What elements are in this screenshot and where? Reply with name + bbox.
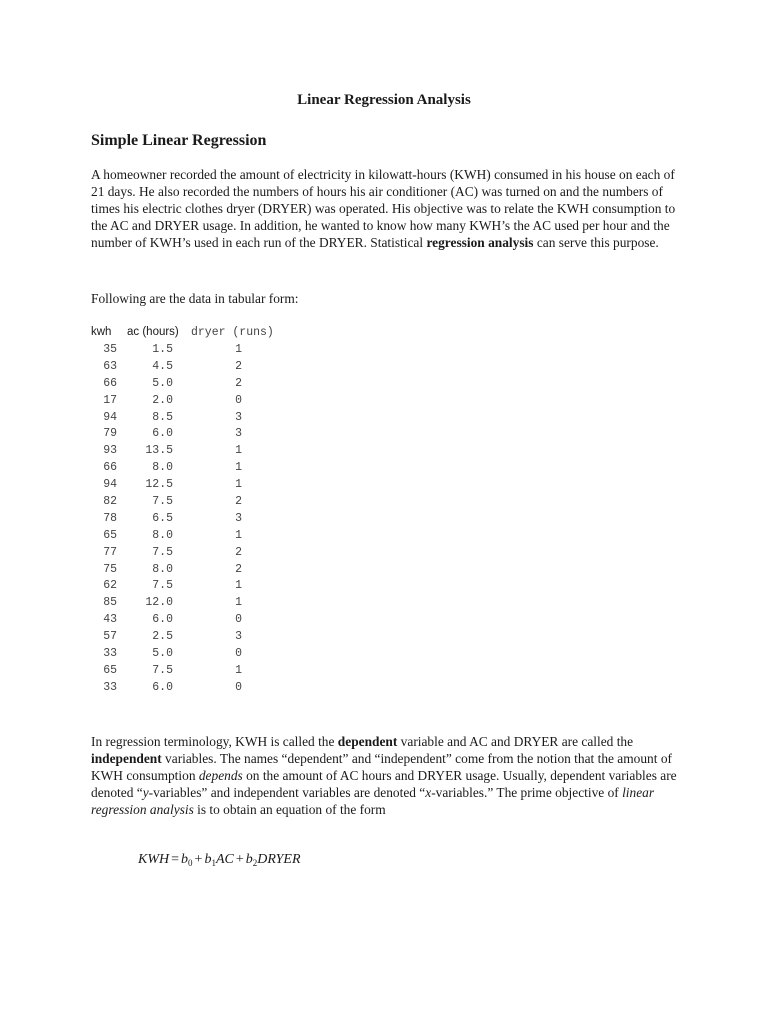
eq-equals: =: [171, 852, 180, 867]
cell-kwh: 33: [103, 647, 117, 661]
term-italic-y: y: [142, 785, 149, 801]
cell-dryer: 1: [235, 478, 242, 492]
eq-b2: b: [245, 852, 253, 867]
cell-ac: 6.5: [152, 511, 173, 525]
eq-b1: b: [204, 852, 212, 867]
term-italic-linear-regression-analysis: linear regression analysis: [91, 785, 655, 818]
cell-kwh: 35: [103, 343, 117, 356]
eq-sub-1: 1: [211, 858, 216, 868]
cell-kwh: 17: [103, 393, 117, 407]
cell-dryer: 1: [235, 596, 242, 610]
cell-dryer: 2: [235, 562, 242, 576]
cell-ac: 2.5: [152, 630, 173, 644]
cell-kwh: 66: [103, 461, 117, 475]
cell-ac: 7.5: [152, 663, 173, 677]
cell-dryer: 0: [235, 680, 242, 694]
cell-dryer: 0: [235, 613, 242, 627]
eq-plus-2: +: [235, 852, 244, 867]
cell-ac: 6.0: [152, 427, 173, 441]
regression-equation: [138, 852, 301, 868]
term-text-5: -variables” and independent variables are denoted “: [148, 785, 426, 801]
intro-text-1: A homeowner recorded the amount of electricity in kilowatt-hours (KWH) consumed in his house on each of 21 days. He also recorded the numbers of hours his air conditioner (AC) was turned on and the numbers of times his electric clothes dryer (DRYER) was operated. His objective was to relate the KWH consumption to the AC and DRYER usage. In addition, he wanted to know how many KWH’s the AC used per hour and the number of KWH’s used in each run of the DRYER. Statistical: [91, 167, 676, 251]
eq-ac: AC: [215, 852, 234, 867]
cell-dryer: 1: [235, 343, 242, 356]
eq-plus-1: +: [194, 852, 203, 867]
cell-dryer: 0: [235, 393, 242, 407]
cell-kwh: 63: [103, 359, 117, 373]
cell-ac: 8.0: [152, 562, 173, 576]
cell-dryer: 2: [235, 376, 242, 390]
cell-dryer: 3: [235, 410, 242, 424]
table-header: [91, 326, 274, 341]
cell-kwh: 79: [103, 427, 117, 441]
cell-ac: 4.5: [152, 359, 173, 373]
cell-dryer: 2: [235, 495, 242, 509]
cell-ac: 7.5: [152, 495, 173, 509]
terminology-paragraph: [91, 733, 691, 818]
cell-ac: 1.5: [152, 343, 173, 356]
intro-bold-regression-analysis: regression analysis: [426, 235, 534, 251]
eq-sub-0: 0: [188, 858, 193, 868]
cell-kwh: 57: [103, 630, 117, 644]
term-text-4: on the amount of AC hours and DRYER usage. Usually, dependent variables are denoted “: [91, 768, 677, 801]
term-text-7: is to obtain an equation of the form: [193, 802, 386, 818]
term-text-6: -variables.” The prime objective of: [431, 785, 623, 801]
cell-kwh: 85: [103, 596, 117, 610]
cell-kwh: 75: [103, 562, 117, 576]
intro-paragraph: [91, 166, 691, 251]
cell-ac: 7.5: [152, 579, 173, 593]
cell-ac: 5.0: [152, 647, 173, 661]
cell-ac: 2.0: [152, 393, 173, 407]
cell-dryer: 1: [235, 461, 242, 475]
cell-kwh: 94: [103, 410, 117, 424]
term-bold-dependent: dependent: [337, 734, 398, 749]
header-dryer: dryer (runs): [191, 326, 274, 339]
cell-kwh: 65: [103, 663, 117, 677]
eq-dryer: DRYER: [257, 852, 301, 867]
cell-ac: 12.5: [145, 478, 173, 492]
cell-dryer: 1: [235, 579, 242, 593]
table-intro: Following are the data in tabular form:: [91, 291, 299, 306]
term-text-1: In regression terminology, KWH is called the: [91, 734, 338, 749]
cell-kwh: 65: [103, 528, 117, 542]
intro-text-2: can serve this purpose.: [533, 235, 659, 251]
cell-dryer: 2: [235, 359, 242, 373]
term-bold-independent: independent: [91, 751, 162, 767]
cell-dryer: 1: [235, 528, 242, 542]
cell-ac: 8.5: [152, 410, 173, 424]
cell-kwh: 62: [103, 579, 117, 593]
cell-dryer: 1: [235, 444, 242, 458]
cell-ac: 5.0: [152, 376, 173, 390]
cell-dryer: 2: [235, 545, 242, 559]
cell-dryer: 3: [235, 427, 242, 441]
header-kwh: kwh: [91, 326, 112, 338]
cell-ac: 13.5: [145, 444, 173, 458]
eq-lhs: KWH: [138, 852, 170, 867]
cell-kwh: 33: [103, 680, 117, 694]
section-heading: Simple Linear Regression: [91, 132, 267, 149]
term-text-2: variable and AC and DRYER are called the: [397, 734, 634, 749]
cell-dryer: 3: [235, 630, 242, 644]
term-italic-depends: depends: [198, 768, 243, 784]
cell-ac: 6.0: [152, 613, 173, 627]
cell-kwh: 43: [103, 613, 117, 627]
term-text-3: variables. The names “dependent” and “independent” come from the notion that the amount of KWH consumption: [91, 751, 672, 784]
eq-sub-2: 2: [252, 858, 258, 868]
cell-ac: 6.0: [152, 680, 173, 694]
cell-ac: 7.5: [152, 545, 173, 559]
cell-ac: 8.0: [152, 461, 173, 475]
eq-b0: b: [181, 852, 189, 867]
cell-kwh: 93: [103, 444, 117, 458]
header-ac: ac (hours): [127, 326, 179, 338]
cell-kwh: 78: [103, 511, 117, 525]
cell-dryer: 0: [235, 647, 242, 661]
cell-dryer: 1: [235, 663, 242, 677]
term-italic-x: x: [425, 785, 432, 801]
cell-kwh: 66: [103, 376, 117, 390]
cell-ac: 8.0: [152, 528, 173, 542]
cell-kwh: 94: [103, 478, 117, 492]
cell-dryer: 3: [235, 511, 242, 525]
cell-kwh: 77: [103, 545, 117, 559]
cell-kwh: 82: [103, 495, 117, 509]
document-title: Linear Regression Analysis: [297, 92, 471, 108]
cell-ac: 12.0: [145, 596, 173, 610]
